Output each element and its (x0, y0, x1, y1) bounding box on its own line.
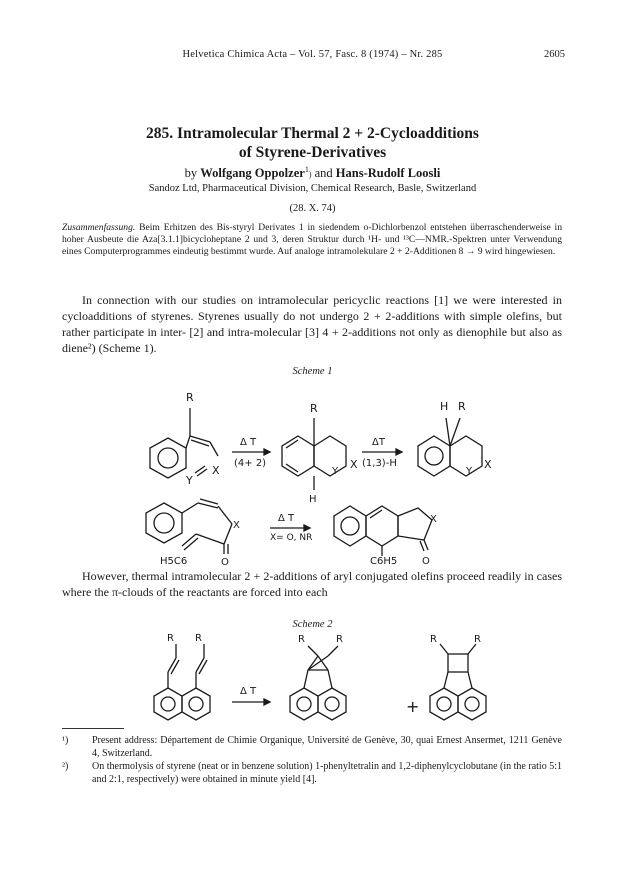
scheme-1-r-label-2: R (310, 402, 318, 415)
scheme-2-product-a (290, 634, 346, 720)
scheme-2-r-label-3: R (298, 634, 305, 645)
footnote-1-text: Present address: Département de Chimie Organique, Université de Genève, 30, quai Ernest Ansermet, 1211 Genève 4, Switzerland. (92, 735, 562, 759)
footnote-2-mark: ²) (62, 761, 69, 772)
title-line-2: of Styrene-Derivatives (238, 144, 387, 161)
footnote-1-mark: ¹) (62, 735, 69, 746)
journal-running-title: Helvetica Chimica Acta – Vol. 57, Fasc. 8 (1974) – Nr. 285 (182, 49, 443, 60)
author-1: Wolfgang Oppolzer (200, 166, 305, 181)
body-paragraph-2: However, thermal intramolecular 2 + 2-additions of aryl conjugated olefins proceed readily in cases where the π-clouds of the reactants are forced into each (62, 569, 562, 599)
arrow-2-bottom-label: (1,3)-H (362, 458, 397, 469)
page-number: 2605 (544, 49, 565, 60)
scheme-2-reactant (154, 633, 210, 720)
footnote-2-text: On thermolysis of styrene (neat or in benzene solution) 1-phenyltetralin and 1,2-diphenylcyclobutane (in the ratio 5:1 and 2:1, respectively) were obtained in minute yield [4]. (92, 761, 562, 785)
scheme-1-r-label-1: R (186, 391, 194, 404)
scheme-1-x-label-1: X (212, 464, 220, 477)
by-word: by (184, 166, 198, 181)
footnote-2 (62, 761, 562, 786)
title-line-1: 285. Intramolecular Thermal 2 + 2-Cycloadditions (146, 125, 479, 142)
scheme-2-r-label-1: R (167, 633, 174, 644)
scheme-2-label: Scheme 2 (292, 619, 333, 630)
scheme-1-drawing (0, 378, 625, 566)
abstract-text: Beim Erhitzen des Bis-styryl Derivates 1 in siedendem o-Dichlorbenzol entstehen überraschenderweise in hoher Ausbeute die Aza[3.1.1]bicycloheptane 2 und 3, deren Struktur durch ¹H- und ¹³C—NMR.-Spektren unter Verwendung eines Computerprogrammes eindeutig bestimmt wurde. Auf analoge intramolekulare 2 + 2-Additionen 8 → 9 wird hingewiesen. (62, 222, 562, 257)
scheme-1-arrow-1 (232, 437, 270, 469)
scheme-1-x-label-3: X (484, 458, 492, 471)
scheme-2-drawing (0, 632, 625, 728)
authors-line: by Wolfgang Oppolzer$^1$) and Hans-Rudolf Loosli (184, 165, 441, 181)
author-2: Hans-Rudolf Loosli (335, 166, 441, 181)
scheme-1-y-label-2: Y (332, 466, 339, 477)
scheme-1-row-2-reactant (146, 499, 240, 566)
scheme-1-label: Scheme 1 (292, 366, 333, 377)
scheme-1-arrow-2 (362, 437, 402, 469)
scheme-1-r-label-3: R (458, 400, 466, 413)
scheme-2-arrow (232, 686, 270, 705)
received-date: (28. X. 74) (289, 203, 336, 214)
scheme-1-intermediate (282, 402, 358, 505)
body-paragraph-1: In connection with our studies on intramolecular pericyclic reactions [1] we were interested in cycloadditions of styrenes. Styrenes usually do not undergo 2 + 2-additions with simple olefins, but rather participate in inter- [2] and intra-molecular [3] 4 + 2-additions not only as dienophile but also as diene²) (Scheme 1). (62, 293, 562, 355)
scheme-1-x-label-5: X (430, 514, 437, 525)
scheme-2-r-label-4: R (336, 634, 343, 645)
scheme-1-h-label-1: H (309, 494, 317, 505)
scheme-2-r-label-6: R (474, 634, 481, 645)
scheme-1-x-label-2: X (350, 458, 358, 471)
author-1-footnote-ref: 1 (304, 165, 309, 174)
arrow-3-top-label: Δ T (278, 513, 295, 524)
scheme-2-r-label-2: R (195, 633, 202, 644)
abstract (62, 222, 562, 257)
affiliation: Sandoz Ltd, Pharmaceutical Division, Chemical Research, Basle, Switzerland (148, 183, 477, 194)
scheme-2-product-b (430, 634, 486, 720)
scheme-1-h-label-2: H (440, 400, 449, 413)
scheme-1-y-label-1: Y (186, 474, 193, 487)
scheme-1-o-label-1: O (221, 557, 229, 566)
footnote-1 (62, 735, 562, 760)
scheme-1-o-label-2: O (422, 556, 430, 566)
and-word: and (314, 166, 333, 181)
arrow-1-bottom-label: (4+ 2) (234, 458, 267, 469)
scheme-1-row-2-product (334, 506, 437, 566)
scheme-1-reactant (150, 391, 220, 487)
arrow-3-bottom-label: X= O, NR (270, 533, 313, 543)
scheme-1-product (418, 400, 492, 477)
scheme-2-plus: + (406, 697, 420, 716)
arrow-1-top-label: Δ T (240, 437, 257, 448)
scheme-2-r-label-5: R (430, 634, 437, 645)
abstract-lead: Zusammenfassung. (62, 222, 136, 233)
scheme-2-arrow-label: Δ T (240, 686, 257, 697)
scheme-1-y-label-3: Y (466, 466, 473, 477)
footnotes (62, 735, 562, 787)
scheme-1-c6h5-label: C6H5 (370, 556, 398, 566)
scheme-1-x-label-4: X (233, 520, 240, 531)
scheme-1-arrow-3 (270, 513, 312, 543)
article-title (0, 124, 625, 162)
footnote-rule (62, 728, 124, 729)
arrow-2-top-label: ΔT (372, 437, 385, 448)
running-header (0, 49, 625, 63)
scheme-1-h5c6-label: H5C6 (160, 556, 188, 566)
